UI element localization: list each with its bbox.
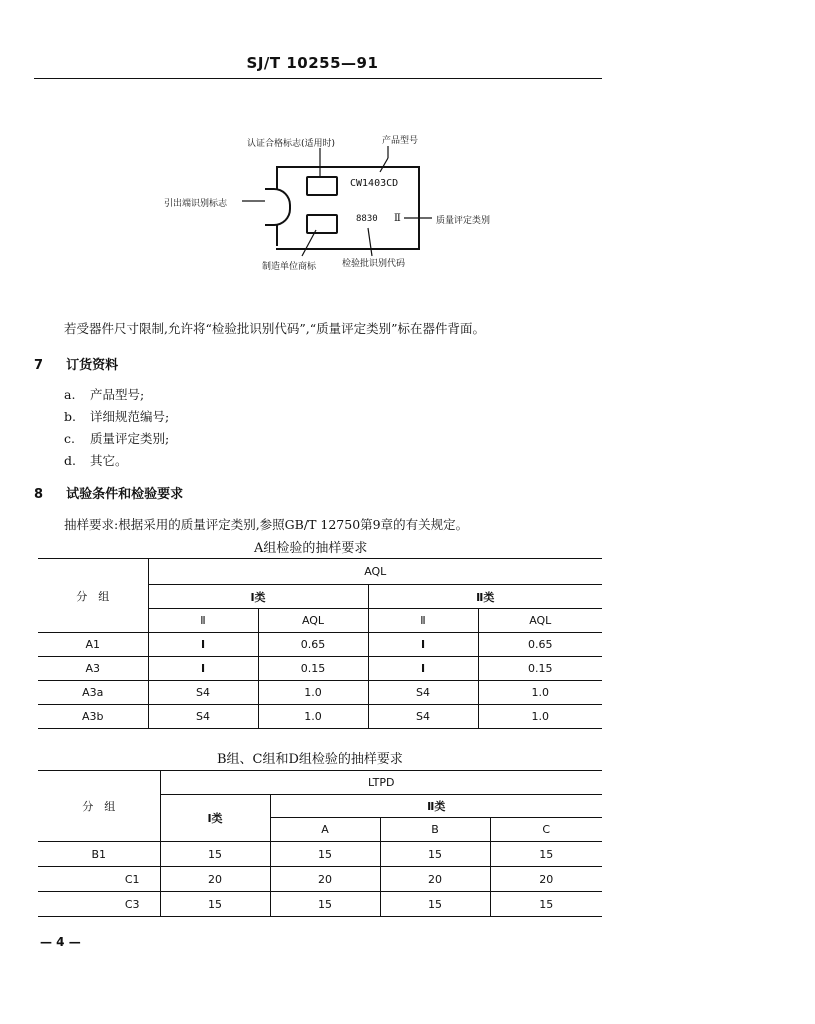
table-cell: Ⅰ: [148, 633, 258, 657]
table-cell: S4: [368, 705, 478, 729]
label-cert-mark: 认证合格标志(适用时): [247, 139, 336, 149]
sampling-requirement-text: 抽样要求:根据采用的质量评定类别,参照GB/T 12750第9章的有关规定。: [64, 517, 469, 532]
table-cell: S4: [148, 705, 258, 729]
table-row: [38, 842, 602, 867]
table-cell: 0.65: [478, 633, 602, 657]
table-cell: C3: [38, 892, 160, 917]
table-b-sub-header: C: [490, 818, 602, 842]
table-cell: 20: [490, 867, 602, 892]
table-cell: 0.15: [478, 657, 602, 681]
table-cell: A3a: [38, 681, 148, 705]
label-product-model: 产品型号: [382, 136, 419, 146]
table-cell: 15: [270, 842, 380, 867]
table-cell: 20: [160, 867, 270, 892]
table-cell: 15: [490, 842, 602, 867]
table-cell: A1: [38, 633, 148, 657]
table-a-sub-header: AQL: [258, 609, 368, 633]
cert-mark-box: [306, 176, 338, 196]
table-b-sub-header: B: [380, 818, 490, 842]
table-cell: 20: [380, 867, 490, 892]
page-number: — 4 —: [40, 935, 81, 949]
table-row: [38, 681, 602, 705]
list-item: b. 详细规范编号;: [64, 409, 170, 424]
table-b-ltpd-header: LTPD: [160, 771, 602, 795]
table-cell: Ⅰ: [148, 657, 258, 681]
table-a-class2-header: Ⅱ类: [368, 585, 602, 609]
table-cell: 15: [380, 892, 490, 917]
table-a-caption: A组检验的抽样要求: [254, 541, 368, 556]
table-cell: A3: [38, 657, 148, 681]
table-b-class2-header: Ⅱ类: [270, 795, 602, 818]
header-standard-no: SJ/T 10255—91: [246, 54, 379, 72]
table-cell: S4: [368, 681, 478, 705]
table-b-sub-header: A: [270, 818, 380, 842]
table-cell: 15: [160, 892, 270, 917]
table-a-sub-header: Ⅱ: [148, 609, 258, 633]
table-b-class1-header: Ⅰ类: [160, 795, 270, 842]
table-cell: B1: [38, 842, 160, 867]
table-cell: Ⅰ: [368, 633, 478, 657]
table-a-group-header: 分 组: [38, 559, 148, 633]
maker-mark-box: [306, 214, 338, 234]
table-a-aql-header: AQL: [148, 559, 602, 585]
figure-leader-lines: [0, 0, 815, 300]
category-marking: Ⅱ: [394, 213, 401, 224]
table-cell: 1.0: [258, 705, 368, 729]
label-pin-mark: 引出端识别标志: [164, 199, 228, 209]
table-cell: C1: [38, 867, 160, 892]
list-item: a. 产品型号;: [64, 387, 145, 402]
table-cell: 15: [490, 892, 602, 917]
table-a-sub-header: Ⅱ: [368, 609, 478, 633]
table-a-sub-header: AQL: [478, 609, 602, 633]
section-8-heading: [34, 483, 183, 502]
table-cell: 20: [270, 867, 380, 892]
table-row: [38, 705, 602, 729]
table-b-caption: B组、C组和D组检验的抽样要求: [217, 752, 403, 767]
table-row: [38, 892, 602, 917]
section-8-title: 试验条件和检验要求: [66, 487, 184, 502]
table-cell: 15: [160, 842, 270, 867]
label-quality-category: 质量评定类别: [436, 216, 491, 226]
table-row: [38, 657, 602, 681]
section-8-number: 8: [34, 487, 44, 502]
table-cell: S4: [148, 681, 258, 705]
section-7-heading: [34, 354, 118, 373]
table-cell: 15: [270, 892, 380, 917]
table-row: [38, 867, 602, 892]
table-cell: 0.65: [258, 633, 368, 657]
batch-marking: 8830: [356, 214, 378, 224]
list-item: c. 质量评定类别;: [64, 431, 170, 446]
table-cell: Ⅰ: [368, 657, 478, 681]
table-cell: A3b: [38, 705, 148, 729]
label-batch-code: 检验批识别代码: [342, 259, 406, 269]
model-marking: CW1403CD: [350, 178, 399, 189]
table-cell: 0.15: [258, 657, 368, 681]
table-b-group-header: 分 组: [38, 771, 160, 842]
section-7-number: 7: [34, 358, 44, 373]
table-row: [38, 633, 602, 657]
table-a: [38, 558, 602, 729]
table-b: [38, 770, 602, 917]
section-7-title: 订货资料: [66, 358, 119, 373]
table-cell: 1.0: [478, 705, 602, 729]
marking-note: 若受器件尺寸限制,允许将“检验批识别代码”,“质量评定类别”标在器件背面。: [64, 321, 486, 336]
label-maker-mark: 制造单位商标: [262, 262, 317, 272]
table-cell: 1.0: [478, 681, 602, 705]
table-cell: 1.0: [258, 681, 368, 705]
device-outline: [276, 166, 420, 250]
list-item: d. 其它。: [64, 453, 128, 468]
table-a-class1-header: Ⅰ类: [148, 585, 368, 609]
table-cell: 15: [380, 842, 490, 867]
